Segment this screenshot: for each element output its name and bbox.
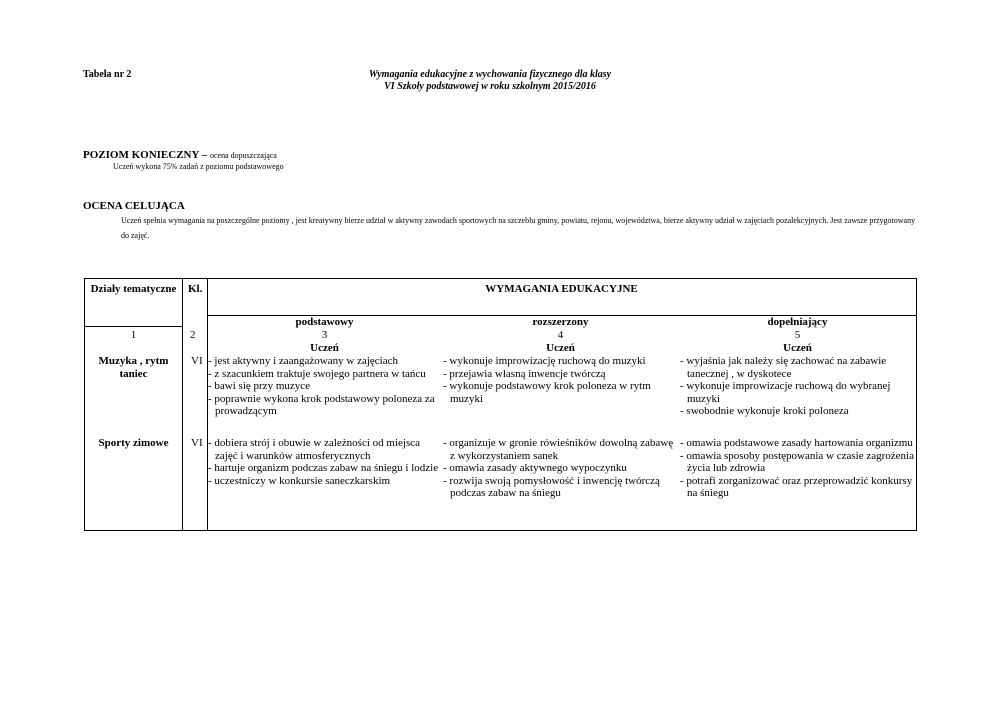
level-dopelniajacy-name: dopełniający <box>767 316 828 328</box>
list-item: - swobodnie wykonuje kroki poloneza <box>680 405 914 418</box>
grade-heading: OCENA CELUJĄCA <box>83 200 185 212</box>
list-item: - rozwija swoją pomysłowość i inwencję twórczą podczas zabaw na śniegu <box>443 475 677 500</box>
list-item: - poprawnie wykona krok podstawowy poloneza za prowadzącym <box>208 393 440 418</box>
row2-rozszerzony <box>443 437 677 500</box>
row2-dopelniajacy <box>680 437 914 500</box>
list-item: - bawi się przy muzyce <box>208 380 440 393</box>
list-item: - wykonuje improwizacje ruchową do wybranej muzyki <box>680 380 914 405</box>
level-rozszerzony-who: Uczeń <box>546 342 575 354</box>
level-grade: ocena dopuszczająca <box>210 151 277 160</box>
level-heading <box>83 149 277 161</box>
list-item: - organizuje w gronie rówieśników dowolną zabawę z wykorzystaniem sanek <box>443 437 677 462</box>
col-number-1: 1 <box>130 329 137 341</box>
list-item: - omawia zasady aktywnego wypoczynku <box>443 462 677 475</box>
title-line-2: VI Szkoły podstawowej w roku szkolnym 2015/2016 <box>384 81 596 92</box>
list-item: - jest aktywny i zaangażowany w zajęciach <box>208 355 440 368</box>
list-item: - omawia sposoby postępowania w czasie zagrożenia życia lub zdrowia <box>680 450 914 475</box>
row2-podstawowy <box>208 437 440 487</box>
col-number-2: 2 <box>190 329 196 341</box>
list-item: - uczestniczy w konkursie saneczkarskim <box>208 475 440 488</box>
list-item: - wyjaśnia jak należy się zachować na zabawie tanecznej , w dyskotece <box>680 355 914 380</box>
col-number-3: 3 <box>321 329 328 341</box>
header-wymagania: WYMAGANIA EDUKACYJNE <box>485 283 638 295</box>
list-item: - wykonuje improwizację ruchową do muzyki <box>443 355 677 368</box>
list-item: - dobiera strój i obuwie w zależności od miejsca zajęć i warunków atmosferycznych <box>208 437 440 462</box>
table-number-label: Tabela nr 2 <box>83 69 132 80</box>
row1-dopelniajacy <box>680 355 914 418</box>
row-topic-muzyka: Muzyka , rytm taniec <box>98 355 169 380</box>
list-item: - przejawia własną inwencje twórczą <box>443 368 677 381</box>
list-item: - hartuje organizm podczas zabaw na śniegu i lodzie <box>208 462 440 475</box>
list-item: - potrafi zorganizować oraz przeprowadzić konkursy na śniegu <box>680 475 914 500</box>
list-item: - z szacunkiem traktuje swojego partnera w tańcu <box>208 368 440 381</box>
level-dopelniajacy-who: Uczeń <box>783 342 812 354</box>
document-title <box>300 69 680 93</box>
header-dzialy: Działy tematyczne <box>90 283 177 295</box>
title-line-1: Wymagania edukacyjne z wychowania fizycznego dla klasy <box>368 69 612 80</box>
row1-podstawowy <box>208 355 440 418</box>
level-dash: – <box>199 149 211 161</box>
col-number-4: 4 <box>557 329 564 341</box>
level-description: Uczeń wykona 75% zadań z poziomu podstawowego <box>113 162 284 171</box>
level-name: POZIOM KONIECZNY <box>83 149 200 161</box>
level-podstawowy-name: podstawowy <box>295 316 354 328</box>
requirements-table <box>84 278 917 531</box>
level-podstawowy-who: Uczeń <box>310 342 339 354</box>
list-item: - omawia podstawowe zasady hartowania organizmu <box>680 437 914 450</box>
grid-line <box>182 279 183 530</box>
row-kl: VI <box>191 437 203 449</box>
list-item: - wykonuje podstawowy krok poloneza w rytm muzyki <box>443 380 677 405</box>
row-topic-sporty: Sporty zimowe <box>98 437 169 449</box>
grade-description: Uczeń spełnia wymagania na poszczególne poziomy , jest kreatywny bierze udział w aktywny zawodach sportowych na szczeblu gminy, powiatu, rejonu, województwa, bierze aktywny udział w zajęciach pozalekcyjnych. Jest zawsze przygotowany do zajęć. <box>121 216 916 240</box>
level-rozszerzony-name: rozszerzony <box>532 316 589 328</box>
row1-rozszerzony <box>443 355 677 405</box>
col-number-5: 5 <box>794 329 801 341</box>
row-kl: VI <box>191 355 203 367</box>
grid-line <box>85 326 183 327</box>
header-kl: Kl. <box>188 283 203 295</box>
